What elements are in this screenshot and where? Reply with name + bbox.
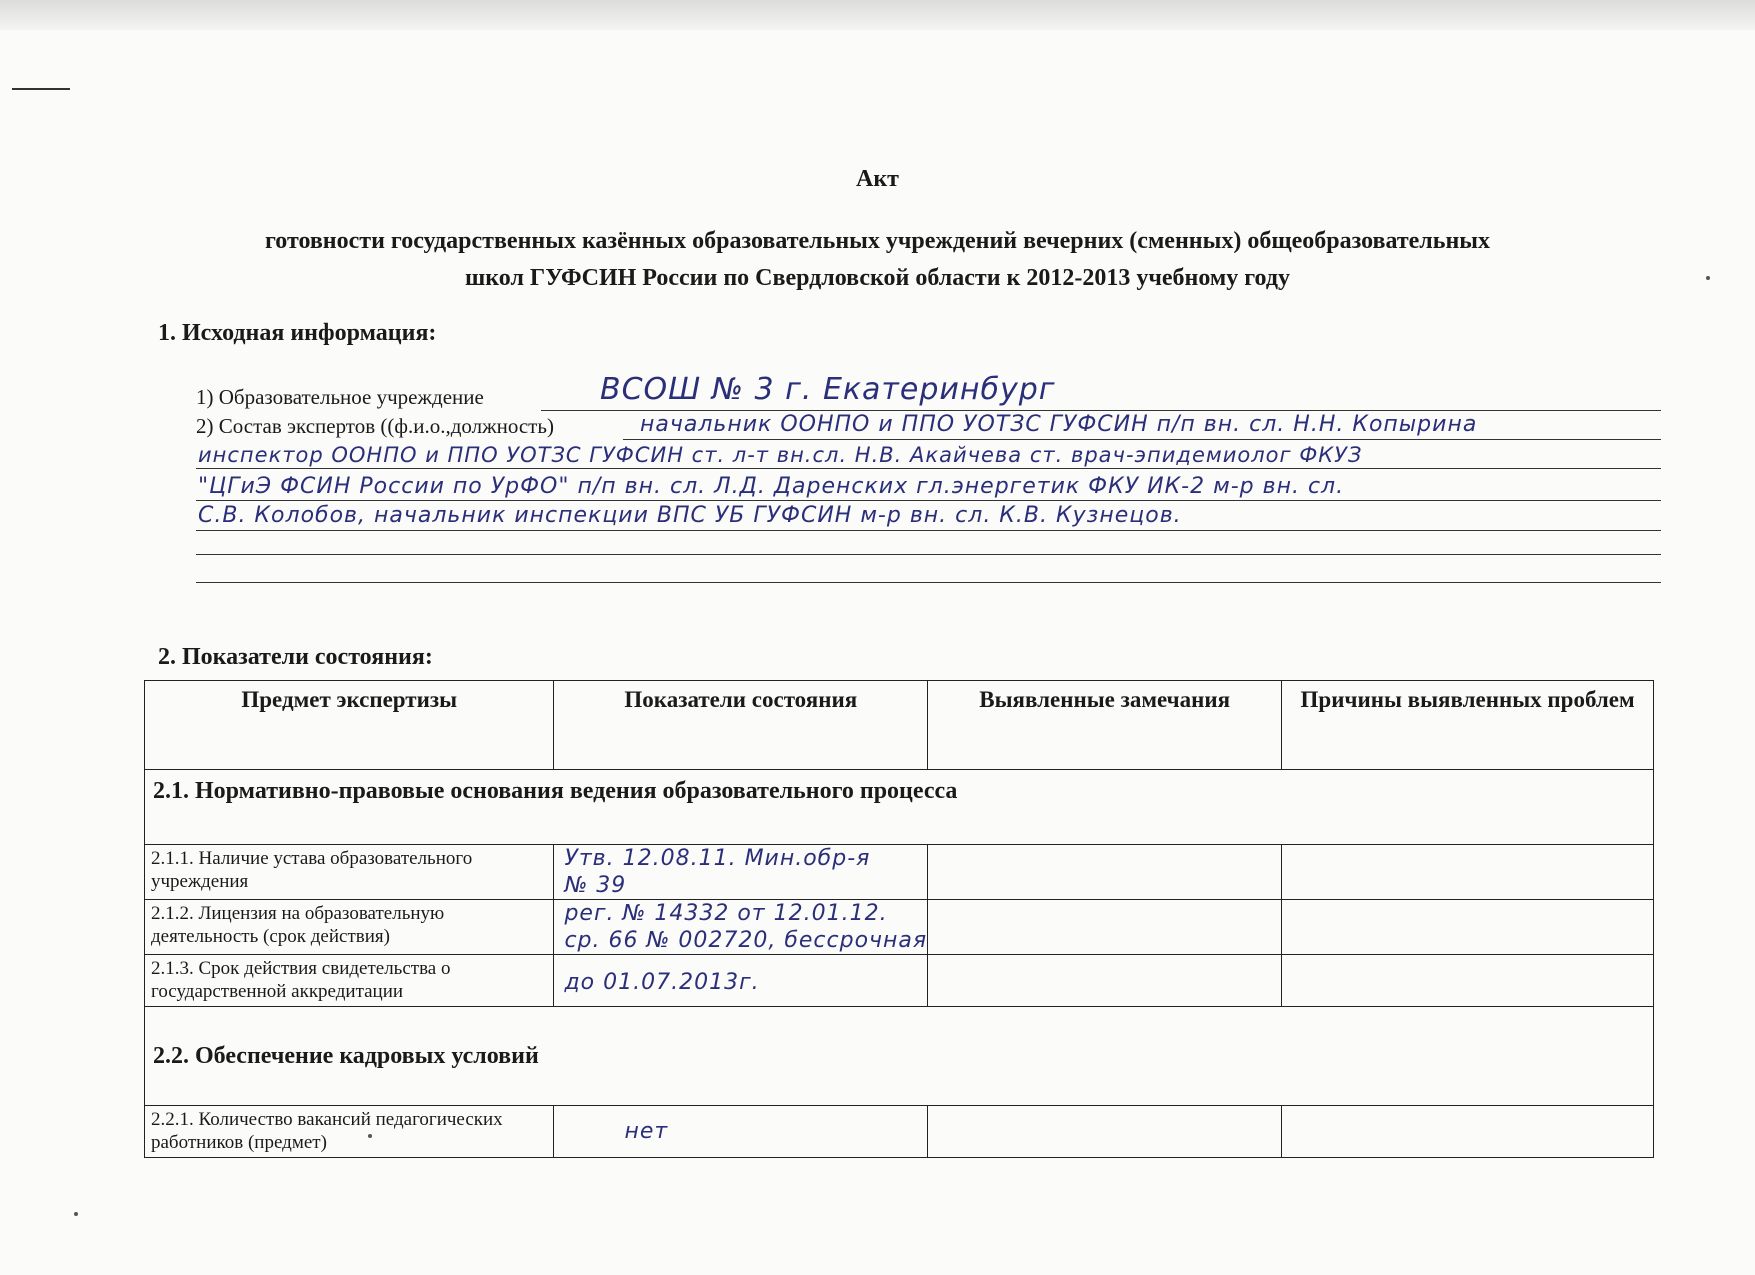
institution-label: 1) Образовательное учреждение [196, 385, 484, 409]
row-value-2-1-3 [554, 955, 928, 1007]
row-label-2-1-2: 2.1.2. Лицензия на образовательную деятельность (срок действия) [145, 900, 554, 955]
indicators-table [144, 680, 1654, 1158]
section1-heading: 1. Исходная информация: [158, 320, 437, 346]
col-header-causes: Причины выявленных проблем [1282, 681, 1654, 770]
experts-line-3: "ЦГиЭ ФСИН России по УрФО" п/п вн. сл. Л.Д. Даренских гл.энергетик ФКУ ИК-2 м-р вн. сл. [198, 474, 1345, 499]
scan-speck [1706, 276, 1710, 280]
document-title: Акт [856, 166, 899, 192]
table-header-row [145, 681, 1654, 770]
row-value-2-2-1 [554, 1106, 928, 1158]
group-title-2-2: 2.2. Обеспечение кадровых условий [145, 1007, 1654, 1106]
col-header-subject: Предмет экспертизы [145, 681, 554, 770]
section2-heading: 2. Показатели состояния: [158, 644, 433, 670]
row-label-2-2-1: 2.2.1. Количество вакансий педагогических работников (предмет) [145, 1106, 554, 1158]
row-value-2-1-2 [554, 900, 928, 955]
table-row [145, 1106, 1654, 1158]
scan-mark [12, 88, 70, 90]
experts-underline-2 [196, 468, 1661, 469]
col-header-remarks: Выявленные замечания [928, 681, 1282, 770]
scan-speck [368, 1134, 372, 1138]
experts-underline-6 [196, 582, 1661, 583]
row-causes-2-2-1 [1282, 1106, 1654, 1158]
scan-edge-shadow [0, 0, 1755, 30]
row-label-2-1-1: 2.1.1. Наличие устава образовательного учреждения [145, 845, 554, 900]
institution-value-handwritten: ВСОШ № 3 г. Екатеринбург [600, 372, 1056, 407]
experts-line-4: С.В. Колобов, начальник инспекции ВПС УБ ГУФСИН м-р вн. сл. К.В. Кузнецов. [198, 503, 1182, 528]
table-row [145, 955, 1654, 1007]
document-subtitle-line1: готовности государственных казённых образовательных учреждений вечерних (сменных) общеобразовательных [264, 228, 1491, 254]
experts-underline-3 [196, 500, 1661, 501]
handwritten-line: нет [624, 1119, 669, 1144]
handwritten-line: ср. 66 № 002720, бессрочная [564, 928, 928, 953]
document-subtitle-line2: школ ГУФСИН России по Свердловской области к 2012-2013 учебному году [465, 265, 1290, 291]
row-value-2-1-1 [554, 845, 928, 900]
experts-line-2: инспектор ООНПО и ППО УОТЗС ГУФСИН ст. л-т вн.сл. Н.В. Акайчева ст. врач-эпидемиолог ФКУЗ [198, 443, 1363, 467]
experts-label: 2) Состав экспертов ((ф.и.о.,должность) [196, 414, 554, 438]
experts-underline-4 [196, 530, 1661, 531]
row-causes-2-1-2 [1282, 900, 1654, 955]
experts-underline-1 [623, 439, 1661, 440]
group-row-2-2 [145, 1007, 1654, 1106]
row-causes-2-1-1 [1282, 845, 1654, 900]
handwritten-line: до 01.07.2013г. [564, 970, 760, 995]
handwritten-line: № 39 [564, 873, 627, 898]
handwritten-line: Утв. 12.08.11. Мин.обр-я [564, 846, 871, 871]
row-remarks-2-2-1 [928, 1106, 1282, 1158]
table-row [145, 900, 1654, 955]
row-label-2-1-3: 2.1.3. Срок действия свидетельства о государственной аккредитации [145, 955, 554, 1007]
group-title-2-1: 2.1. Нормативно-правовые основания ведения образовательного процесса [145, 770, 1654, 845]
col-header-indicators: Показатели состояния [554, 681, 928, 770]
institution-underline [541, 410, 1661, 411]
table-row [145, 845, 1654, 900]
experts-line-1: начальник ООНПО и ППО УОТЗС ГУФСИН п/п вн. сл. Н.Н. Копырина [640, 412, 1478, 437]
handwritten-line: рег. № 14332 от 12.01.12. [564, 901, 888, 926]
scan-speck [74, 1212, 78, 1216]
row-causes-2-1-3 [1282, 955, 1654, 1007]
group-row-2-1 [145, 770, 1654, 845]
experts-underline-5 [196, 554, 1661, 555]
row-remarks-2-1-1 [928, 845, 1282, 900]
row-remarks-2-1-3 [928, 955, 1282, 1007]
row-remarks-2-1-2 [928, 900, 1282, 955]
